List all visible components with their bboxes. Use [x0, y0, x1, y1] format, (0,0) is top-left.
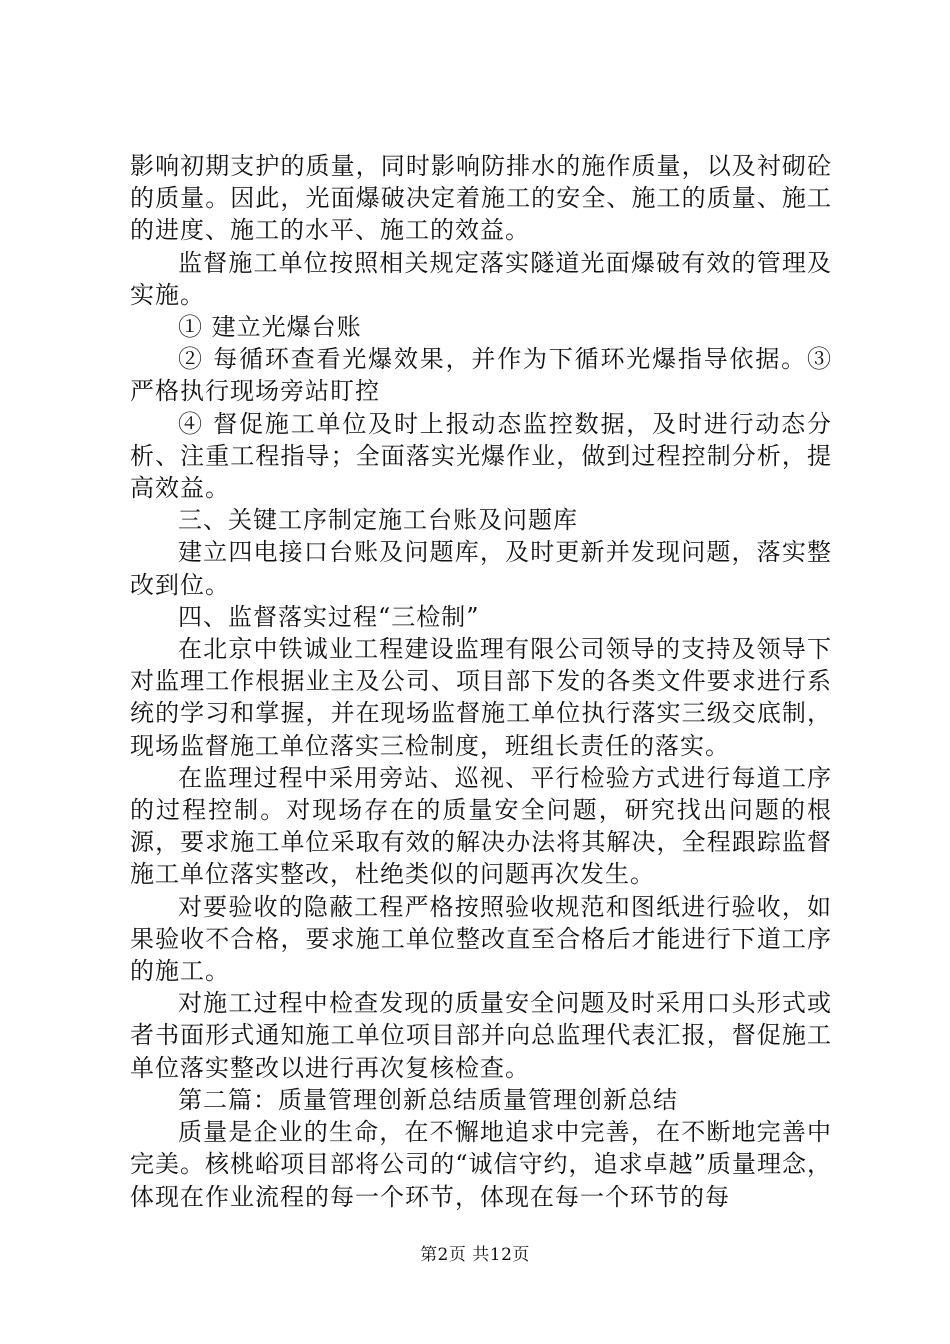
list-item-4: ④ 督促施工单位及时上报动态监控数据，及时进行动态分析、注重工程指导；全面落实光爆作业，做到过程控制分析，提高效益。 [130, 409, 832, 503]
paragraph-5: 在监理过程中采用旁站、巡视、平行检验方式进行每道工序的过程控制。对现场存在的质量安全问题，研究找出问题的根源，要求施工单位采取有效的解决办法将其解决，全程跟踪监督施工单位落实整改，杜绝类似的问题再次发生。 [130, 763, 832, 889]
paragraph-2: 监督施工单位按照相关规定落实隧道光面爆破有效的管理及实施。 [130, 248, 832, 309]
section-heading-4: 四、监督落实过程“三检制” [178, 602, 480, 631]
list-item-1: ① 建立光爆台账 [178, 313, 362, 342]
paragraph-6: 对要验收的隐蔽工程严格按照验收规范和图纸进行验收，如果验收不合格，要求施工单位整改直至合格后才能进行下道工序的施工。 [130, 892, 832, 986]
list-item-2: ② 每循环查看光爆效果，并作为下循环光爆指导依据。③严格执行现场旁站盯控 [130, 345, 832, 406]
page-footer: 第2页 共12页 [420, 1245, 530, 1265]
paragraph-3: 建立四电接口台账及问题库，及时更新并发现问题，落实整改到位。 [130, 538, 832, 599]
paragraph-8: 质量是企业的生命，在不懈地追求中完善，在不断地完善中完美。核桃峪项目部将公司的“诚信守约，追求卓越”质量理念，体现在作业流程的每一个环节，体现在每一个环节的每 [130, 1118, 832, 1211]
paragraph-1: 影响初期支护的质量，同时影响防排水的施作质量，以及衬砌砼的质量。因此，光面爆破决定着施工的安全、施工的质量、施工的进度、施工的水平、施工的效益。 [130, 152, 832, 245]
section-heading-3: 三、关键工序制定施工台账及问题库 [178, 506, 578, 535]
document-body [130, 150, 832, 1213]
paragraph-7: 对施工过程中检查发现的质量安全问题及时采用口头形式或者书面形式通知施工单位项目部并向总监理代表汇报，督促施工单位落实整改以进行再次复核检查。 [130, 989, 832, 1082]
paragraph-4: 在北京中铁诚业工程建设监理有限公司领导的支持及领导下对监理工作根据业主及公司、项目部下发的各类文件要求进行系统的学习和掌握，并在现场监督施工单位执行落实三级交底制，现场监督施工单位落实三检制度，班组长责任的落实。 [130, 635, 832, 760]
chapter-heading-2: 第二篇：质量管理创新总结质量管理创新总结 [178, 1085, 678, 1114]
